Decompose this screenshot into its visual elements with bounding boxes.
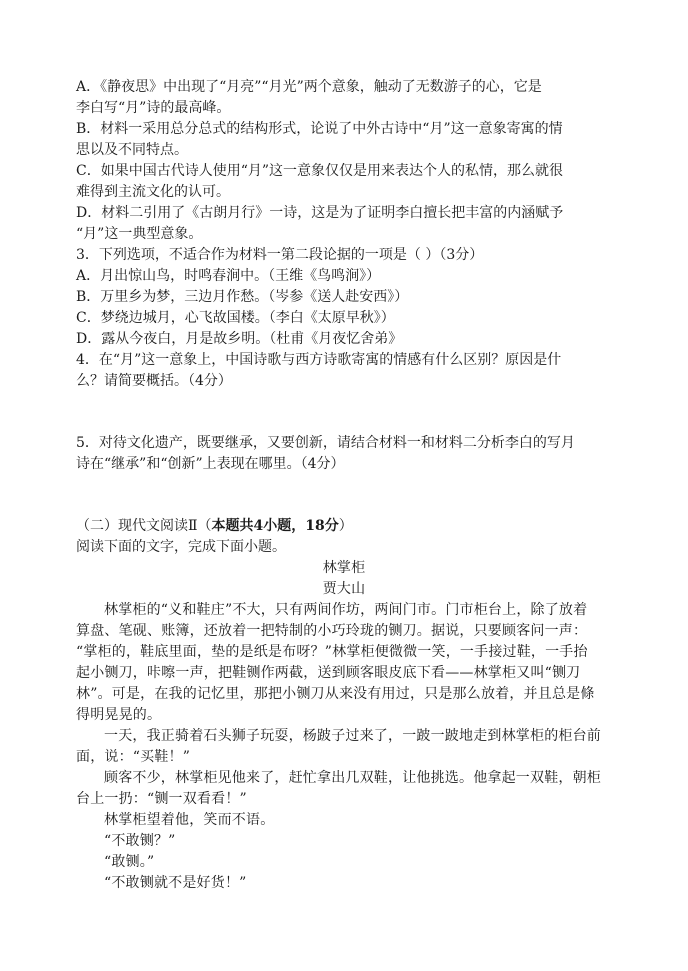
q4-line1: 4．在“月”这一意象上，中国诗歌与西方诗歌寄寓的情感有什么区别？原因是什 — [76, 352, 562, 368]
story-line-8: 面，说：“买鞋！” — [76, 749, 191, 765]
story-line-13: “敢铡。” — [104, 854, 155, 870]
q2-option-b-line2: 思以及不同特点。 — [76, 142, 188, 158]
story-title: 林掌柜 — [322, 560, 366, 576]
story-line-9: 顾客不少，林掌柜见他来了，赶忙拿出几双鞋，让他挑选。他拿起一双鞋，朝柜 — [104, 770, 601, 786]
q5-line2: 诗在“继承”和“创新”上表现在哪里。（4分） — [76, 456, 345, 472]
story-author: 贾大山 — [322, 581, 366, 597]
story-line-7: 一天，我正骑着石头狮子玩耍，杨跛子过来了，一跛一跛地走到林掌柜的柜台前 — [104, 728, 601, 744]
q2-option-b-line1: B．材料一采用总分总式的结构形式，论说了中外古诗中“月”这一意象寄寓的情 — [76, 121, 563, 137]
q2-option-c-line1: C．如果中国古代诗人使用“月”这一意象仅仅是用来表达个人的私情，那么就很 — [76, 163, 564, 179]
section-heading-prefix: （二）现代文阅读Ⅱ（ — [76, 518, 212, 534]
q5-line1: 5．对待文化遗产，既要继承，又要创新，请结合材料一和材料二分析李白的写月 — [76, 435, 575, 451]
story-line-3: “掌柜的，鞋底里面，垫的是纸是布呀？”林掌柜便微微一笑，一手接过鞋，一手抬 — [76, 644, 588, 660]
story-line-2: 算盘、笔砚、账簿，还放着一把特制的小巧玲珑的铡刀。据说，只要顾客问一声： — [76, 623, 588, 639]
q3-option-c: C．梦绕边城月，心飞故国楼。（李白《太原早秋》） — [76, 310, 395, 326]
section-heading — [76, 516, 616, 536]
q4-line2: 么？请简要概括。（4分） — [76, 373, 232, 389]
story-line-14: “不敢铡就不是好货！” — [104, 875, 247, 891]
q2-option-d-line1: D．材料二引用了《古朗月行》一诗，这是为了证明李白擅长把丰富的内涵赋予 — [76, 205, 564, 221]
story-line-1: 林掌柜的“义和鞋庄”不大，只有两间作坊，两间门市。门市柜台上，除了放着 — [104, 602, 588, 618]
section-heading-suffix: ） — [338, 518, 353, 534]
story-line-10: 台上一扔：“铡一双看看！” — [76, 791, 247, 807]
q3-stem: 3．下列选项，不适合作为材料一第二段论据的一项是（ ）（3分） — [76, 247, 484, 263]
story-line-12: “不敢铡？” — [104, 833, 176, 849]
story-line-5: 林”。可是，在我的记忆里，那把小铡刀从来没有用过，只是那么放着，并且总是條 — [76, 686, 595, 702]
section-heading-score: 本题共4小题，18分 — [211, 518, 339, 534]
q2-option-c-line2: 难得到主流文化的认可。 — [76, 184, 230, 200]
q3-option-a: A．月出惊山鸟，时鸣春涧中。（王维《鸟鸣涧》） — [76, 268, 381, 284]
q3-option-d: D．露从今夜白，月是故乡明。（杜甫《月夜忆舍弟》 — [76, 331, 403, 347]
section-instruction: 阅读下面的文字，完成下面小题。 — [76, 539, 286, 555]
q2-option-d-line2: “月”这一典型意象。 — [76, 226, 203, 242]
q2-option-a-line2: 李白写“月”诗的最高峰。 — [76, 100, 231, 116]
q2-option-a-line1: A．《静夜思》中出现了“月亮”“月光”两个意象，触动了无数游子的心，它是 — [76, 79, 542, 95]
story-line-4: 起小铡刀，咔嚓一声，把鞋铡作两截，送到顾客眼皮底下看——林掌柜又叫“铡刀 — [76, 665, 581, 681]
story-line-6: 得明晃晃的。 — [76, 707, 162, 723]
story-line-11: 林掌柜望着他，笑而不语。 — [104, 812, 275, 828]
q3-option-b: B．万里乡为梦，三边月作愁。（岑参《送人赴安西》） — [76, 289, 409, 305]
